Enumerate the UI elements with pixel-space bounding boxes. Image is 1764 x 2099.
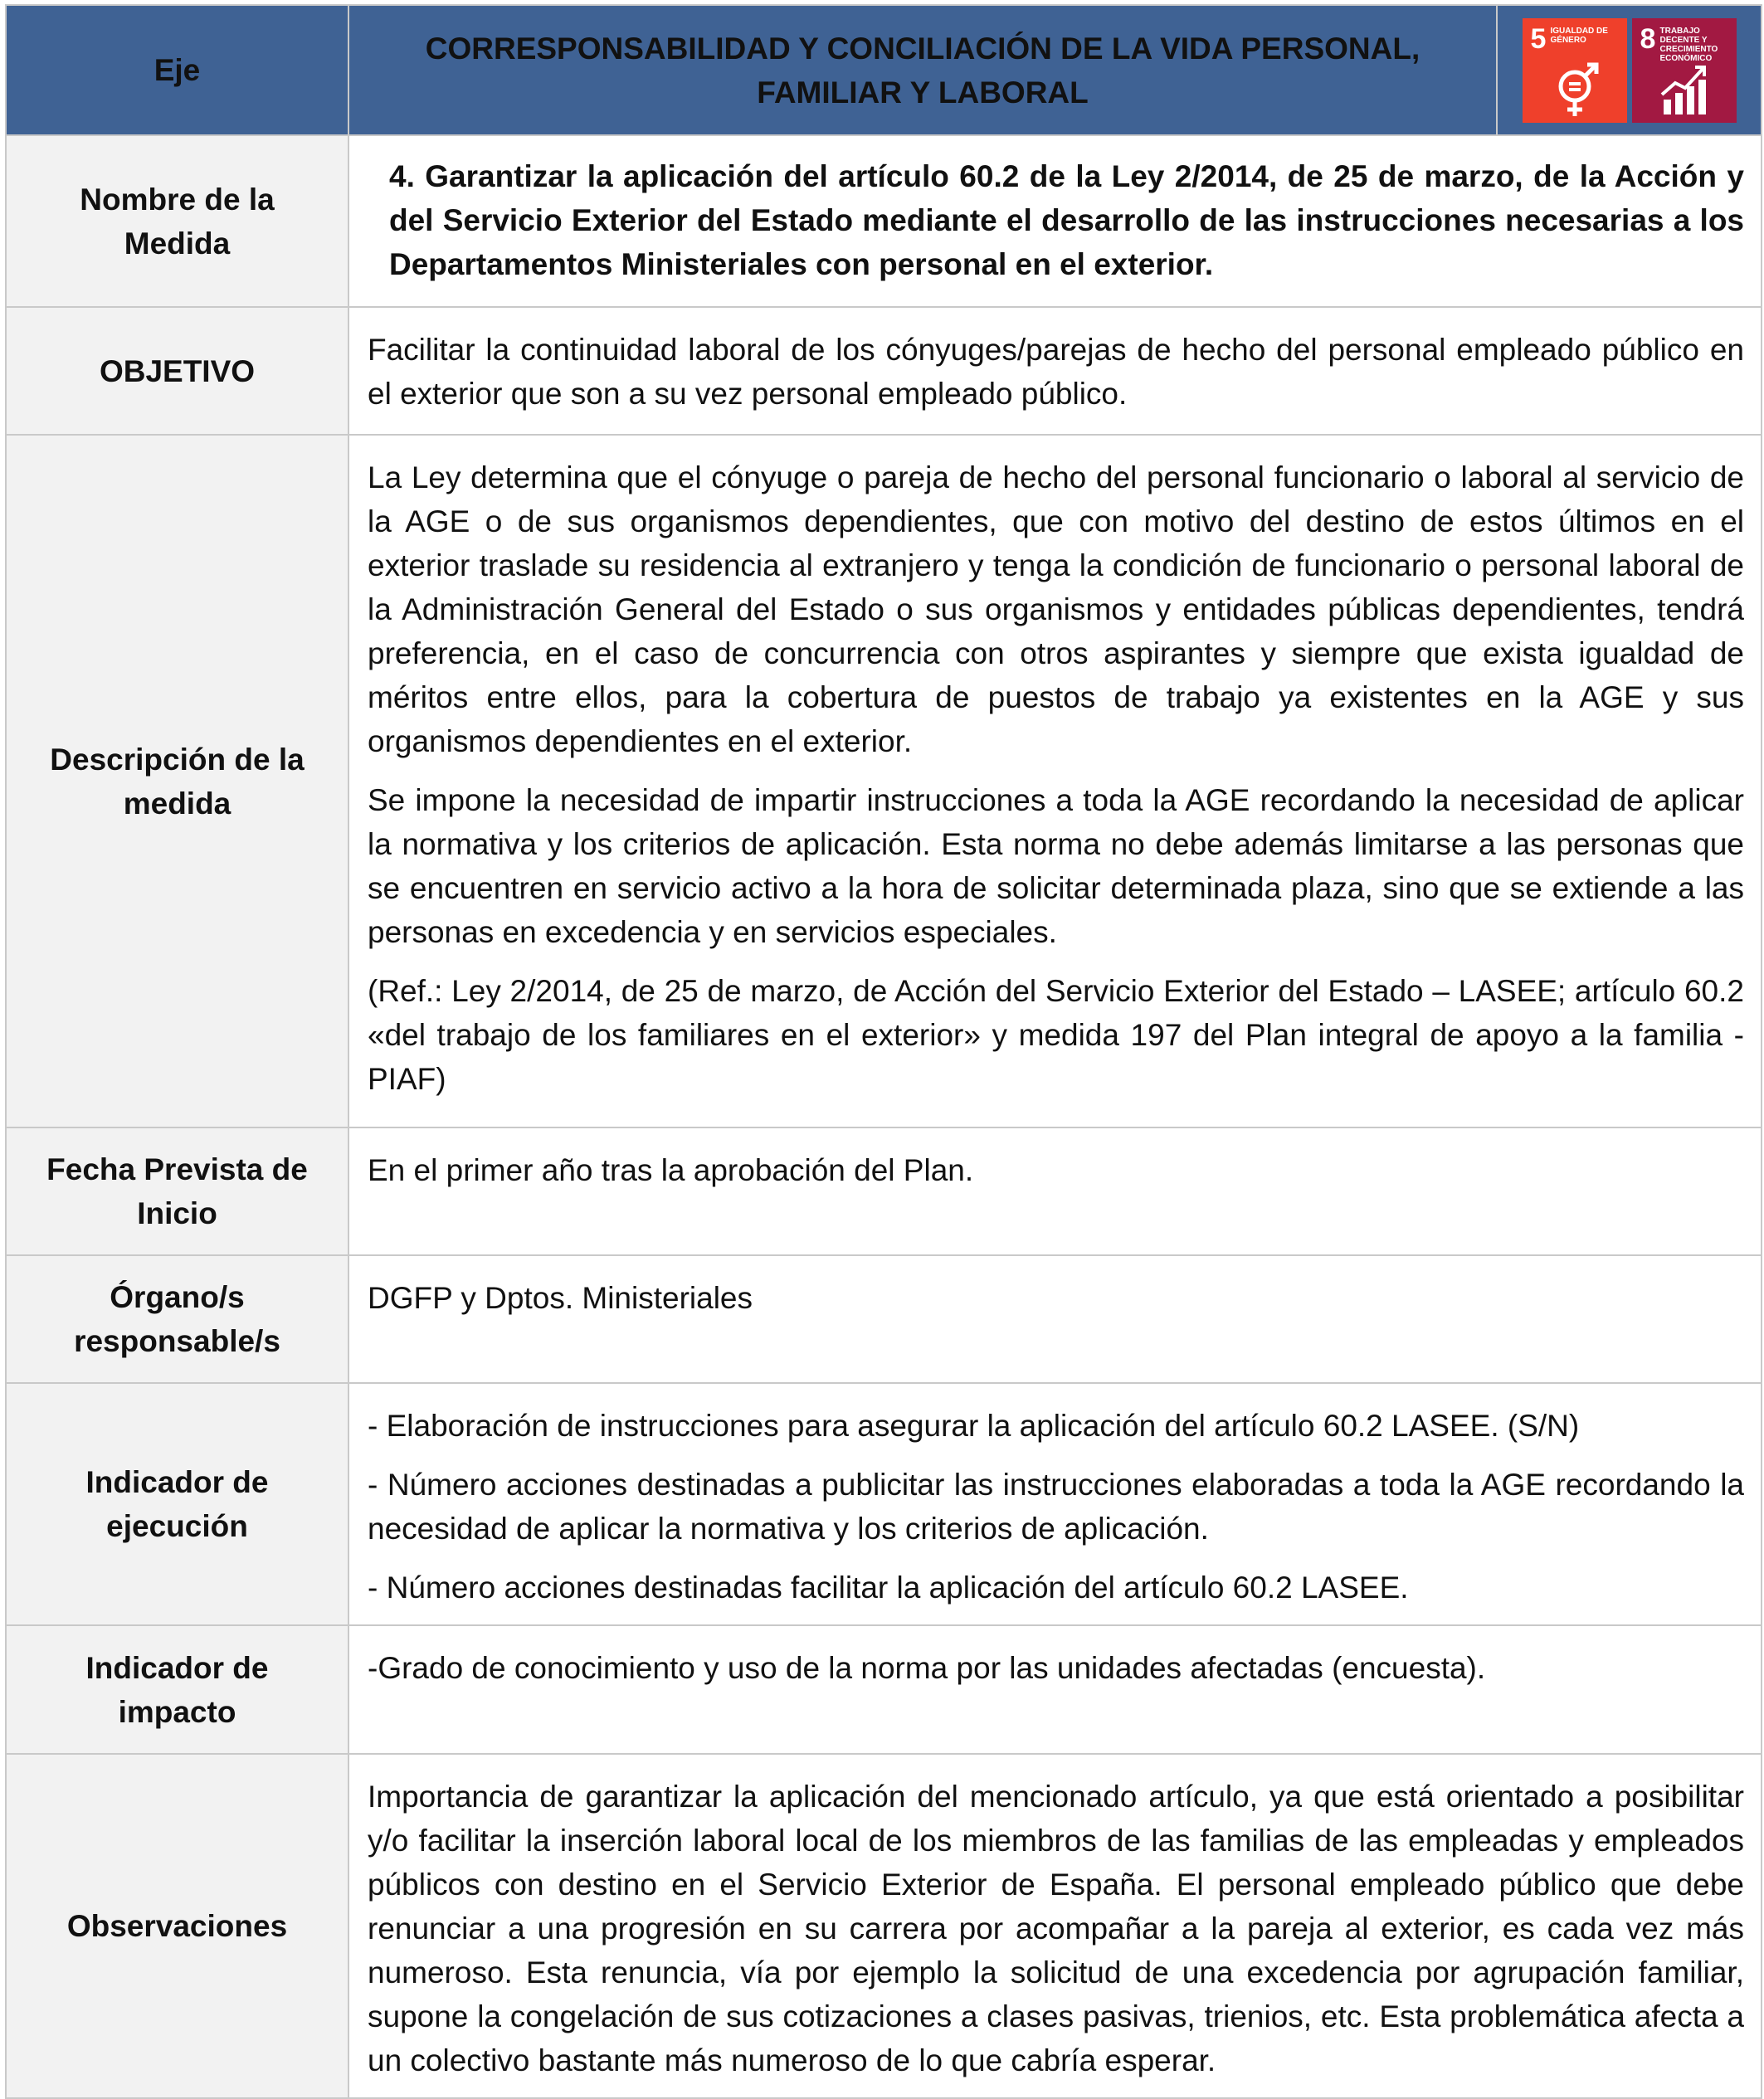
fecha-label: Fecha Prevista de Inicio <box>6 1127 348 1255</box>
observaciones-label: Observaciones <box>6 1754 348 2098</box>
sdg-logos <box>1497 5 1762 135</box>
sdg-8-label: TRABAJO DECENTE Y CRECIMIENTO ECONÓMICO <box>1659 26 1718 63</box>
descripcion-paragraph: (Ref.: Ley 2/2014, de 25 de marzo, de Acción del Servicio Exterior del Estado – LASEE; artículo 60.2 «del trabajo de los familiares en el exterior» y medida 197 del Plan integral de apoyo a la familia - PIAF) <box>368 974 1744 1096</box>
indicador-impacto-label: Indicador de impacto <box>6 1625 348 1754</box>
row-objetivo <box>6 307 1762 435</box>
objetivo-label: OBJETIVO <box>6 307 348 435</box>
sdg-5-logo <box>1523 18 1627 123</box>
descripcion-label: Descripción de la medida <box>6 435 348 1127</box>
sdg-8-number: 8 <box>1640 22 1656 55</box>
indicador-item: - Número acciones destinadas a publicitar las instrucciones elaboradas a toda la AGE recordando la necesidad de aplicar la normativa y los criterios de aplicación. <box>368 1468 1744 1546</box>
row-indicador-impacto <box>6 1625 1762 1754</box>
indicador-ejecucion-content <box>348 1383 1762 1625</box>
descripcion-paragraph: Se impone la necesidad de impartir instrucciones a toda la AGE recordando la necesidad de aplicar la normativa y los criterios de aplicación. Esta norma no debe además limitarse a las personas que se encuentren en servicio activo a la hora de solicitar determinada plaza, sino que se extiende a las personas en excedencia y en servicios especiales. <box>368 783 1744 949</box>
observaciones-text: Importancia de garantizar la aplicación del mencionado artículo, ya que está orientado a posibilitar y/o facilitar la inserción laboral local de los miembros de las familias de las empleadas y empleados públicos con destino en el Servicio Exterior de España. El personal empleado público que debe renunciar a una progresión en su carrera por acompañar a la pareja al exterior, es cada vez más numeroso. Esta renuncia, vía por ejemplo la solicitud de una excedencia por agrupación familiar, supone la congelación de sus cotizaciones a clases pasivas, trienios, etc. Esta problemática afecta a un colectivo bastante más numeroso de lo que cabría esperar. <box>348 1754 1762 2098</box>
eje-label: Eje <box>6 5 348 135</box>
axis-title: CORRESPONSABILIDAD Y CONCILIACIÓN DE LA VIDA PERSONAL, FAMILIAR Y LABORAL <box>348 5 1497 135</box>
objetivo-text: Facilitar la continuidad laboral de los cónyuges/parejas de hecho del personal empleado público en el exterior que son a su vez personal empleado público. <box>348 307 1762 435</box>
indicador-item: - Número acciones destinadas facilitar la aplicación del artículo 60.2 LASEE. <box>368 1571 1409 1605</box>
indicador-ejecucion-label: Indicador de ejecución <box>6 1383 348 1625</box>
row-indicador-ejecucion <box>6 1383 1762 1625</box>
nombre-text: 4. Garantizar la aplicación del artículo 60.2 de la Ley 2/2014, de 25 de marzo, de la Acción y del Servicio Exterior del Estado mediante el desarrollo de las instrucciones necesarias a los Departamentos Ministeriales con personal en el exterior. <box>348 135 1762 307</box>
sdg-8-logo <box>1632 18 1737 123</box>
indicador-item: - Elaboración de instrucciones para asegurar la aplicación del artículo 60.2 LASEE. (S/N) <box>368 1409 1580 1443</box>
row-descripcion <box>6 435 1762 1127</box>
row-fecha <box>6 1127 1762 1255</box>
nombre-label: Nombre de la Medida <box>6 135 348 307</box>
sdg-5-label: IGUALDAD DE GÉNERO <box>1550 26 1608 45</box>
organo-label: Órgano/s responsable/s <box>6 1255 348 1383</box>
measure-sheet <box>5 4 1761 2099</box>
gender-equality-icon <box>1544 58 1606 119</box>
descripcion-paragraph: La Ley determina que el cónyuge o pareja de hecho del personal funcionario o laboral al servicio de la AGE o de sus organismos dependientes, que con motivo del destino de estos últimos en el exterior traslade su residencia al extranjero y tenga la condición de funcionario o personal laboral de la Administración General del Estado o sus organismos y entidades públicas dependientes, tendrá preferencia, en el caso de concurrencia con otros aspirantes y siempre que exista igualdad de méritos entre ellos, para la cobertura de puestos de trabajo ya existentes en la AGE y sus organismos dependientes en el exterior. <box>368 460 1744 758</box>
indicador-impacto-text: -Grado de conocimiento y uso de la norma por las unidades afectadas (encuesta). <box>348 1625 1762 1754</box>
descripcion-content <box>348 435 1762 1127</box>
row-organo <box>6 1255 1762 1383</box>
sdg-5-number: 5 <box>1530 22 1547 55</box>
organo-text: DGFP y Dptos. Ministeriales <box>348 1255 1762 1383</box>
economic-growth-icon <box>1654 58 1715 119</box>
header-row <box>6 5 1762 135</box>
measure-table <box>5 4 1762 2099</box>
fecha-text: En el primer año tras la aprobación del Plan. <box>348 1127 1762 1255</box>
row-nombre <box>6 135 1762 307</box>
row-observaciones <box>6 1754 1762 2098</box>
